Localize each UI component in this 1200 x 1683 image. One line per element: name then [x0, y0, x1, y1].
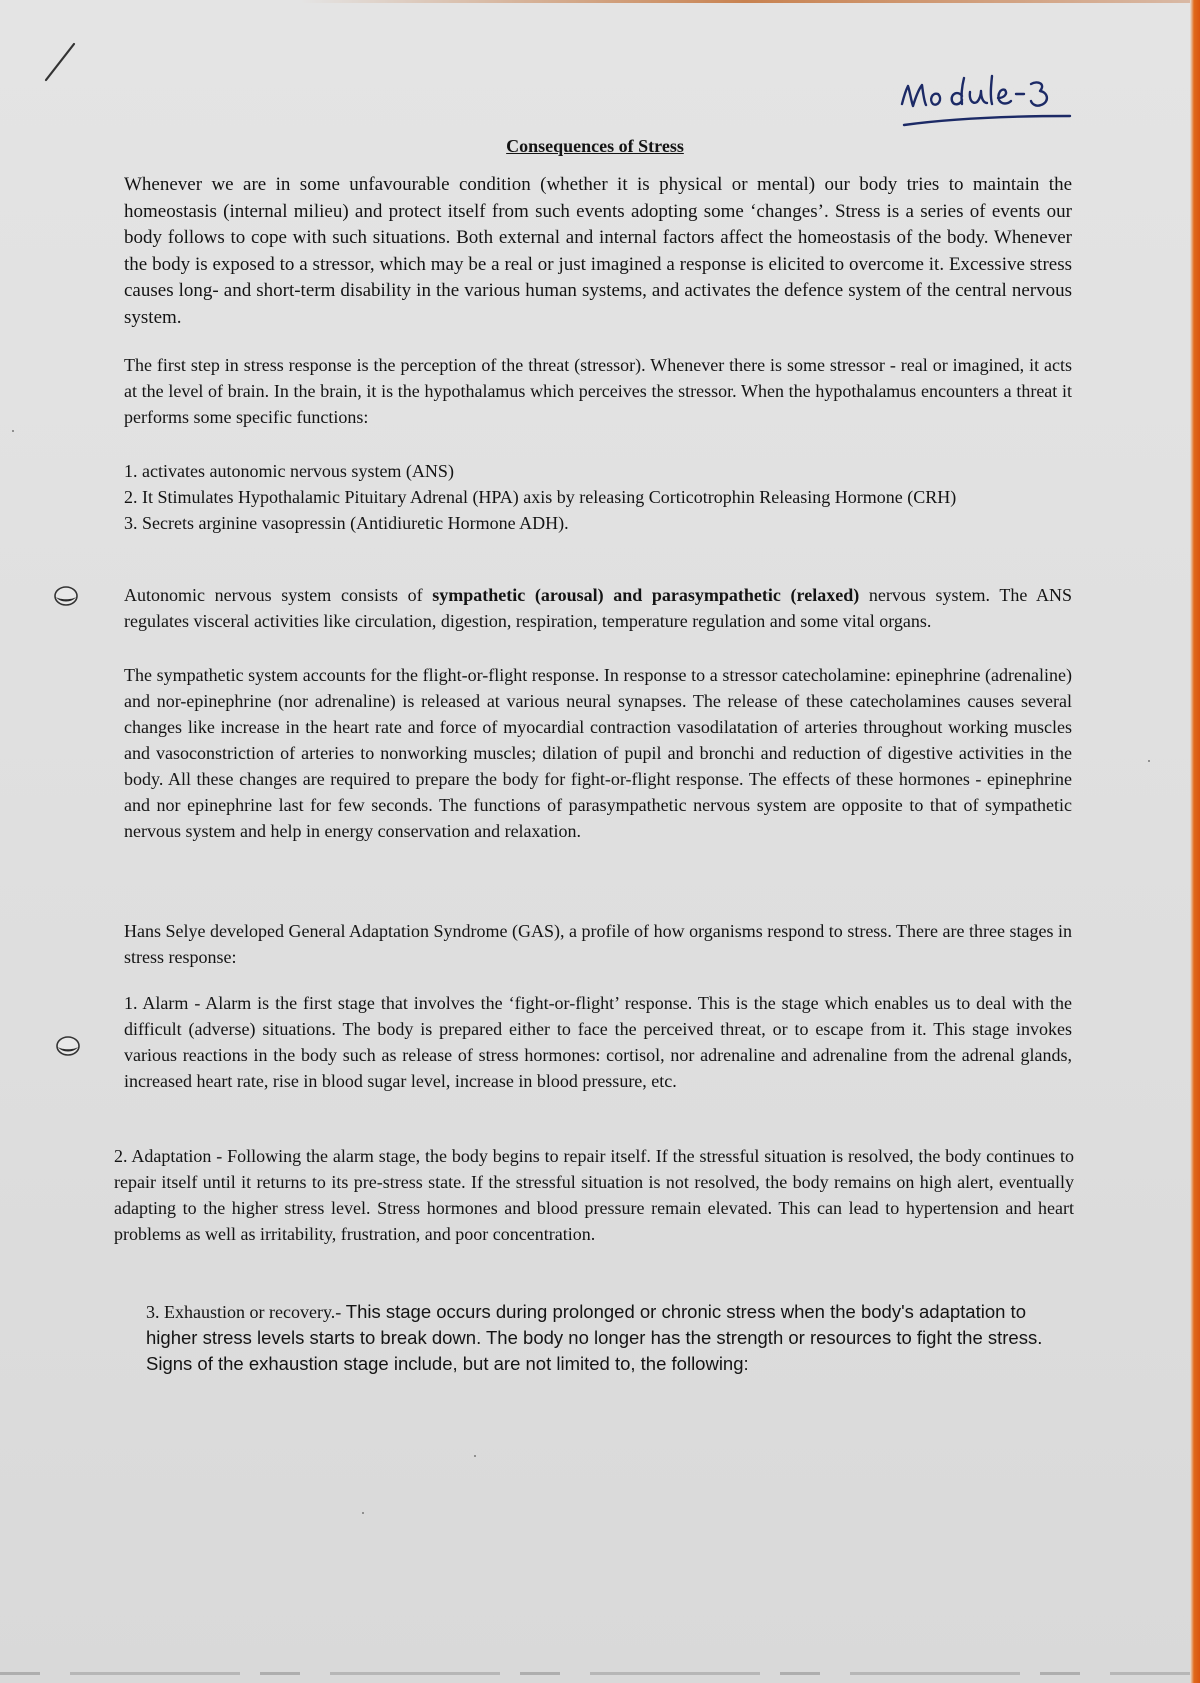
gas-paragraph: [124, 918, 1072, 970]
punch-hole-icon: [56, 1036, 80, 1056]
text-run: Autonomic nervous system consists of: [124, 585, 433, 605]
paragraph-text: 2. Adaptation - Following the alarm stage, the body begins to repair itself. If the stressful situation is resolved, the body continues to repair itself until it returns to its pre-stress state. If the stressful situation is not resolved, the body remains on high alert, eventually adapting to the higher stress level. Stress hormones and blood pressure remain elevated. This can lead to hypertension and heart problems as well as irritability, frustration, and poor concentration.: [114, 1146, 1074, 1244]
speck: [12, 430, 14, 432]
sympathetic-paragraph: [124, 662, 1072, 844]
text-run: This stage occurs during prolonged or chronic stress when the body's adaptation to higher stress levels starts to break down. The body no longer has the strength or resources to fight the stress. Signs of the exhaustion stage include, but are not limited to, the following:: [146, 1301, 1043, 1374]
exhaustion-stage-paragraph: [146, 1299, 1046, 1377]
page-right-edge: [1190, 0, 1200, 1683]
alarm-stage-paragraph: [124, 990, 1072, 1094]
intro-paragraph: [124, 172, 1072, 331]
speck: [1148, 760, 1150, 762]
paragraph-text: Whenever we are in some unfavourable condition (whether it is physical or mental) our body tries to maintain the homeostasis (internal milieu) and protect itself from such events adopting some ‘changes’. Stress is a series of events our body follows to cope with such situations. Both external and internal factors affect the homeostasis of the body. Whenever the body is exposed to a stressor, which may be a real or just imagined a response is elicited to overcome it. Excessive stress causes long- and short-term disability in the various human systems, and activates the defence system of the central nervous system.: [124, 174, 1072, 328]
paragraph-text: [124, 582, 1072, 634]
ans-paragraph: [124, 582, 1072, 634]
handwritten-module-note: [898, 72, 1078, 142]
page-top-edge: [300, 0, 1190, 3]
bold-text: sympathetic (arousal) and parasympathetic (relaxed): [432, 585, 860, 605]
speck: [362, 1512, 364, 1514]
adaptation-stage-paragraph: [114, 1143, 1074, 1247]
hypothalamus-functions-list: [124, 458, 1072, 536]
paragraph-text: The sympathetic system accounts for the flight-or-flight response. In response to a stressor catecholamine: epinephrine (adrenaline) and nor-epinephrine (nor adrenaline) is released at various neural synapses. The release of these catecholamines causes several changes like increase in the heart rate and force of myocardial contraction vasodilatation of arteries throughout working muscles and vasoconstriction of arteries to nonworking muscles; dilation of pupil and bronchi and reduction of digestive activities in the body. All these changes are required to prepare the body for fight-or-flight response. The effects of these hormones - epinephrine and nor epinephrine last for few seconds. The functions of parasympathetic nervous system are opposite to that of sympathetic nervous system and help in energy conservation and relaxation.: [124, 665, 1072, 841]
pen-tick-mark: [40, 40, 80, 85]
list-item: 2. It Stimulates Hypothalamic Pituitary Adrenal (HPA) axis by releasing Corticotrophin Releasing Hormone (CRH): [124, 487, 957, 507]
stress-response-paragraph: [124, 352, 1072, 430]
paragraph-text: 1. Alarm - Alarm is the first stage that involves the ‘fight-or-flight’ response. This is the stage which enables us to deal with the difficult (adverse) situations. The body is prepared either to face the perceived threat, or to escape from it. This stage invokes various reactions in the body such as release of stress hormones: cortisol, nor adrenaline and adrenaline from the adrenal glands, increased heart rate, rise in blood sugar level, increase in blood pressure, etc.: [124, 993, 1072, 1091]
stage-lead: 3. Exhaustion or recovery.-: [146, 1302, 346, 1322]
paragraph-text: [146, 1299, 1046, 1377]
punch-hole-icon: [54, 586, 78, 606]
speck: [474, 1455, 476, 1457]
list-item: 1. activates autonomic nervous system (ANS): [124, 461, 454, 481]
paragraph-text: The first step in stress response is the perception of the threat (stressor). Whenever there is some stressor - real or imagined, it acts at the level of brain. In the brain, it is the hypothalamus which perceives the stressor. When the hypothalamus encounters a threat it performs some specific functions:: [124, 355, 1072, 427]
document-title: Consequences of Stress: [506, 136, 684, 156]
list-item: 3. Secrets arginine vasopressin (Antidiuretic Hormone ADH).: [124, 513, 569, 533]
paragraph-text: Hans Selye developed General Adaptation Syndrome (GAS), a profile of how organisms respond to stress. There are three stages in stress response:: [124, 921, 1072, 967]
text-run: nervous system. The ANS regulates visceral activities like circulation, digestion, respiration, temperature regulation and some vital organs.: [124, 585, 1072, 631]
page-bottom-edge: [0, 1672, 1190, 1675]
